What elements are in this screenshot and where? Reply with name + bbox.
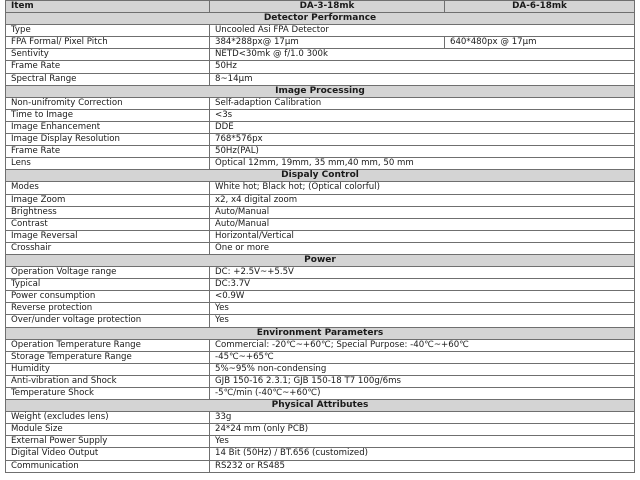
section-title: Physical Attributes — [6, 400, 635, 412]
row-value: 768*576px — [210, 134, 635, 146]
row-value: Commercial: -20℃~+60℃; Special Purpose: -40℃~+60℃ — [210, 339, 635, 351]
table-row — [6, 158, 635, 170]
table-row — [6, 460, 635, 472]
row-label: Non-unifromity Correction — [6, 97, 210, 109]
row-label: Modes — [6, 182, 210, 194]
section-header-row — [6, 13, 635, 25]
row-label: Frame Rate — [6, 61, 210, 73]
row-label: Lens — [6, 158, 210, 170]
row-value: Optical 12mm, 19mm, 35 mm,40 mm, 50 mm — [210, 158, 635, 170]
row-label: FPA Formal/ Pixel Pitch — [6, 37, 210, 49]
table-row — [6, 206, 635, 218]
row-value: GJB 150-16 2.3.1; GJB 150-18 T7 100g/6ms — [210, 375, 635, 387]
table-row — [6, 109, 635, 121]
table-row — [6, 424, 635, 436]
section-header-row — [6, 327, 635, 339]
table-row — [6, 351, 635, 363]
row-value: DC:3.7V — [210, 279, 635, 291]
table-row — [6, 194, 635, 206]
section-title: Detector Performance — [6, 13, 635, 25]
row-label: Humidity — [6, 363, 210, 375]
table-row — [6, 388, 635, 400]
row-label: Contrast — [6, 218, 210, 230]
header-model-a: DA-3-18mk — [210, 1, 445, 13]
row-value: Yes — [210, 315, 635, 327]
row-value: Uncooled Asi FPA Detector — [210, 25, 635, 37]
table-row — [6, 279, 635, 291]
section-title: Environment Parameters — [6, 327, 635, 339]
table-row — [6, 97, 635, 109]
row-value: Horizontal/Vertical — [210, 230, 635, 242]
row-value: 50Hz — [210, 61, 635, 73]
row-label: Brightness — [6, 206, 210, 218]
section-header-row — [6, 254, 635, 266]
row-value: Auto/Manual — [210, 218, 635, 230]
row-label: Image Enhancement — [6, 121, 210, 133]
row-label: Image Display Resolution — [6, 134, 210, 146]
row-value: 24*24 mm (only PCB) — [210, 424, 635, 436]
table-row — [6, 315, 635, 327]
row-value: DC: +2.5V~+5.5V — [210, 267, 635, 279]
row-value: x2, x4 digital zoom — [210, 194, 635, 206]
table-row — [6, 37, 635, 49]
row-label: Typical — [6, 279, 210, 291]
row-label: Operation Temperature Range — [6, 339, 210, 351]
row-value: 5%~95% non-condensing — [210, 363, 635, 375]
row-label: Anti-vibration and Shock — [6, 375, 210, 387]
row-label: External Power Supply — [6, 436, 210, 448]
row-value: Auto/Manual — [210, 206, 635, 218]
table-row — [6, 375, 635, 387]
table-row — [6, 218, 635, 230]
section-title: Dispaly Control — [6, 170, 635, 182]
section-title: Power — [6, 254, 635, 266]
section-header-row — [6, 170, 635, 182]
row-value: RS232 or RS485 — [210, 460, 635, 472]
row-label: Image Reversal — [6, 230, 210, 242]
row-value: One or more — [210, 242, 635, 254]
row-value-model-b: 640*480px @ 17μm — [445, 37, 635, 49]
table-row — [6, 230, 635, 242]
row-value: 50Hz(PAL) — [210, 146, 635, 158]
row-label: Digital Video Output — [6, 448, 210, 460]
row-value: NETD<30mk @ f/1.0 300k — [210, 49, 635, 61]
row-value: White hot; Black hot; (Optical colorful) — [210, 182, 635, 194]
row-label: Type — [6, 25, 210, 37]
row-value: Yes — [210, 303, 635, 315]
row-label: Spectral Range — [6, 73, 210, 85]
table-row — [6, 25, 635, 37]
table-row — [6, 182, 635, 194]
table-row — [6, 146, 635, 158]
row-label: Storage Temperature Range — [6, 351, 210, 363]
table-row — [6, 61, 635, 73]
table-row — [6, 339, 635, 351]
row-label: Communication — [6, 460, 210, 472]
table-row — [6, 436, 635, 448]
specification-table — [5, 0, 635, 473]
row-value: Yes — [210, 436, 635, 448]
row-label: Over/under voltage protection — [6, 315, 210, 327]
table-row — [6, 303, 635, 315]
row-label: Sentivity — [6, 49, 210, 61]
row-value: <0.9W — [210, 291, 635, 303]
row-value: -5℃/min (-40℃~+60℃) — [210, 388, 635, 400]
table-row — [6, 363, 635, 375]
row-label: Image Zoom — [6, 194, 210, 206]
section-header-row — [6, 400, 635, 412]
row-label: Temperature Shock — [6, 388, 210, 400]
section-title: Image Processing — [6, 85, 635, 97]
row-label: Module Size — [6, 424, 210, 436]
row-label: Crosshair — [6, 242, 210, 254]
table-row — [6, 134, 635, 146]
table-row — [6, 267, 635, 279]
row-label: Time to Image — [6, 109, 210, 121]
row-value: <3s — [210, 109, 635, 121]
row-value: DDE — [210, 121, 635, 133]
row-value: Self-adaption Calibration — [210, 97, 635, 109]
header-model-b: DA-6-18mk — [445, 1, 635, 13]
section-header-row — [6, 85, 635, 97]
table-row — [6, 412, 635, 424]
row-value: 8~14μm — [210, 73, 635, 85]
row-value: -45℃~+65℃ — [210, 351, 635, 363]
row-label: Operation Voltage range — [6, 267, 210, 279]
table-row — [6, 121, 635, 133]
header-item: Item — [6, 1, 210, 13]
row-value: 14 Bit (50Hz) / BT.656 (customized) — [210, 448, 635, 460]
specification-table-body — [6, 1, 635, 473]
row-label: Weight (excludes lens) — [6, 412, 210, 424]
row-value: 33g — [210, 412, 635, 424]
row-label: Frame Rate — [6, 146, 210, 158]
row-label: Power consumption — [6, 291, 210, 303]
table-row — [6, 242, 635, 254]
table-row — [6, 73, 635, 85]
row-value-model-a: 384*288px@ 17μm — [210, 37, 445, 49]
table-row — [6, 291, 635, 303]
table-header-row — [6, 1, 635, 13]
row-label: Reverse protection — [6, 303, 210, 315]
table-row — [6, 448, 635, 460]
table-row — [6, 49, 635, 61]
